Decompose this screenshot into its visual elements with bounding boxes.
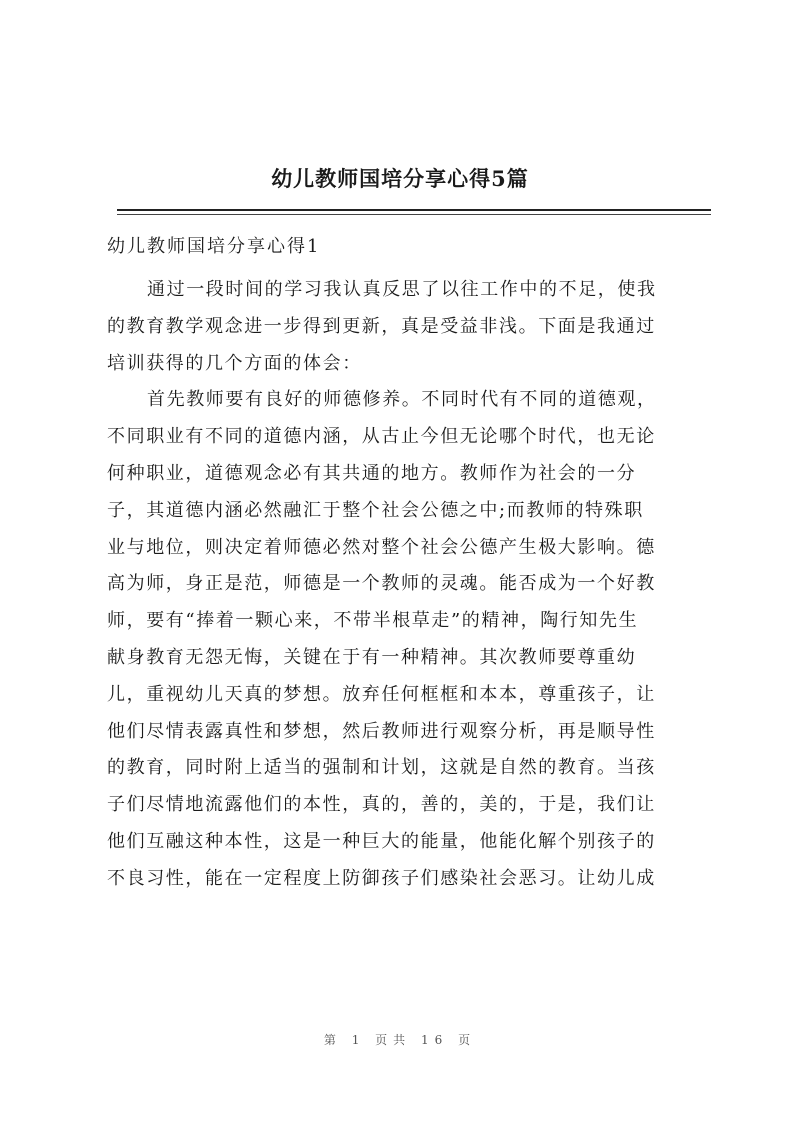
body-line: 高为师，身正是范，师德是一个教师的灵魂。能否成为一个好教 — [107, 573, 656, 595]
body-line: 子，其道德内涵必然融汇于整个社会公德之中;而教师的特殊职 — [107, 499, 644, 521]
body-text — [107, 272, 709, 898]
body-line: 不良习性，能在一定程度上防御孩子们感染社会恶习。让幼儿成 — [107, 867, 656, 889]
body-line: 何种职业，道德观念必有其共通的地方。教师作为社会的一分 — [107, 462, 637, 484]
page-footer: 第 1 页共 16 页 — [323, 1033, 477, 1047]
body-line: 他们互融这种本性，这是一种巨大的能量，他能化解个别孩子的 — [107, 830, 656, 852]
body-line: 子们尽情地流露他们的本性，真的，善的，美的，于是，我们让 — [107, 794, 656, 816]
body-line: 的教育教学观念进一步得到更新，真是受益非浅。下面是我通过 — [107, 315, 656, 337]
body-line: 的教育，同时附上适当的强制和计划，这就是自然的教育。当孩 — [107, 757, 656, 779]
body-line: 师，要有“捧着一颗心来，不带半根草走”的精神，陶行知先生 — [107, 610, 639, 632]
title-underline-thin — [117, 214, 711, 215]
document-title: 幼儿教师国培分享心得5篇 — [271, 166, 529, 191]
body-line: 业与地位，则决定着师德必然对整个社会公德产生极大影响。德 — [107, 536, 656, 558]
section-heading: 幼儿教师国培分享心得1 — [107, 236, 321, 257]
body-line: 献身教育无怨无悔，关键在于有一种精神。其次教师要尊重幼 — [107, 646, 637, 668]
body-line: 首先教师要有良好的师德修养。不同时代有不同的道德观， — [147, 389, 657, 411]
body-line: 培训获得的几个方面的体会： — [107, 352, 362, 374]
body-line: 通过一段时间的学习我认真反思了以往工作中的不足，使我 — [147, 279, 657, 300]
body-line: 他们尽情表露真性和梦想，然后教师进行观察分析，再是顺导性 — [107, 720, 656, 742]
body-line: 不同职业有不同的道德内涵，从古止今但无论哪个时代，也无论 — [107, 426, 656, 448]
title-underline-thick — [117, 209, 711, 211]
body-line: 儿，重视幼儿天真的梦想。放弃任何框框和本本，尊重孩子，让 — [107, 683, 656, 705]
